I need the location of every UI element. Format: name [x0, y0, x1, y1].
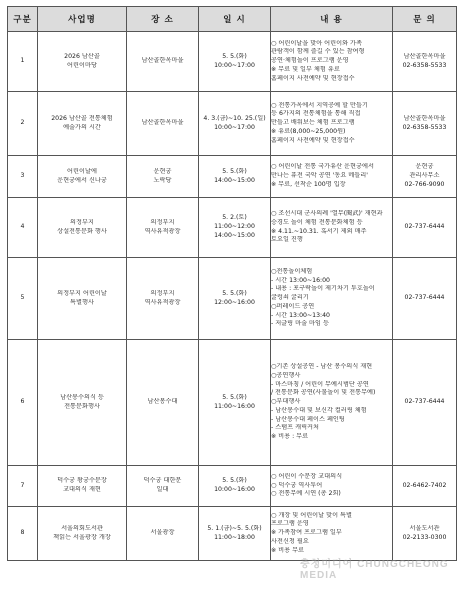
content-cell-line: - 시간 13:00~16:00	[271, 276, 330, 284]
content-cell	[271, 466, 393, 507]
content-cell-line: 승경도 놀이 체험 전통문화체험 등	[271, 218, 363, 226]
place-cell	[127, 258, 199, 340]
content-cell-line: - 스탬프 캐릭커처	[271, 424, 320, 432]
program-name	[38, 466, 127, 507]
contact-cell-line: 02-2133-0300	[402, 533, 447, 541]
table-row	[8, 340, 457, 466]
contact-cell	[393, 156, 457, 198]
contact-cell-line: 남산골한옥마을	[403, 114, 446, 122]
row-number: 2	[8, 92, 38, 156]
content-cell-line: - 남산봉수대 및 보신각 컬러링 체험	[271, 406, 367, 414]
content-cell-line: 관람객이 함께 즐길 수 있는 참여형	[271, 48, 365, 56]
datetime-cell	[199, 466, 271, 507]
place-cell-line: 역사유적광장	[144, 298, 181, 306]
content-cell-line: ○전통놀이체험	[271, 267, 313, 275]
header-contact: 문 의	[393, 7, 457, 32]
contact-cell	[393, 258, 457, 340]
contact-cell	[393, 340, 457, 466]
content-cell-line: ○부대행사	[271, 398, 301, 406]
datetime-cell-line: 5. 5.(화)	[222, 289, 247, 297]
content-cell-line: ○ 개장 및 어린이날 맞이 특별	[271, 511, 352, 519]
place-cell-line: 역사유적광장	[144, 227, 181, 235]
content-cell	[271, 340, 393, 466]
content-cell-line: ○ 어린이 수문장 교대의식	[271, 472, 343, 480]
place-cell-line: 운현궁	[153, 167, 172, 175]
row-number: 4	[8, 198, 38, 258]
content-cell	[271, 198, 393, 258]
datetime-cell-line: 5. 5.(화)	[222, 393, 247, 401]
event-schedule-table	[7, 6, 457, 561]
contact-cell-line: 관리사무소	[409, 172, 440, 180]
datetime-cell-line: 12:00~16:00	[214, 298, 255, 306]
program-name-line: 서울의회도서관	[61, 524, 103, 532]
datetime-cell	[199, 198, 271, 258]
contact-cell-line: 02-737-6444	[404, 294, 445, 302]
contact-cell	[393, 198, 457, 258]
program-name-line: 책읽는 서울광장 개장	[53, 533, 111, 541]
content-cell	[271, 32, 393, 92]
program-name-line: 의정부지	[70, 218, 94, 226]
datetime-cell-line: 10:00~17:00	[214, 123, 255, 131]
datetime-cell	[199, 92, 271, 156]
content-cell-line: ○ 어린이날을 맞아 어린이와 가족	[271, 39, 362, 47]
program-name-line: 2026 남산골 전통체험	[51, 114, 113, 122]
contact-cell-line: 02-6358-5533	[402, 61, 447, 69]
header-program: 사업명	[38, 7, 127, 32]
program-name-line: 2026 남산골	[64, 52, 100, 60]
program-name	[38, 156, 127, 198]
table-row	[8, 156, 457, 198]
header-datetime: 일 시	[199, 7, 271, 32]
place-cell	[127, 156, 199, 198]
place-cell-line: 노락당	[153, 176, 172, 184]
row-number: 5	[8, 258, 38, 340]
content-cell-line: ※ 비용 무료	[271, 546, 305, 554]
datetime-cell-line: 11:00~12:00	[214, 223, 255, 231]
content-cell	[271, 156, 393, 198]
content-cell-line: 등 6가지의 전통체험을 통해 직접	[271, 110, 361, 118]
datetime-cell-line: 14:00~15:00	[214, 176, 255, 184]
place-cell	[127, 466, 199, 507]
content-cell-line: - 내용 : 포구락놀이 제기차기 투호놀이	[271, 285, 375, 293]
datetime-cell	[199, 156, 271, 198]
datetime-cell-line: 14:00~15:00	[214, 231, 255, 239]
datetime-cell	[199, 507, 271, 561]
content-cell-line: 홈페이지 사전예약 및 현장접수	[271, 136, 355, 144]
header-category: 구분	[8, 7, 38, 32]
table-row	[8, 258, 457, 340]
program-name-line: 의정부지 어린이날	[57, 289, 107, 297]
content-cell-line: / 전통문화 공연(사물놀이 및 전통무예)	[271, 389, 376, 397]
contact-cell-line: 02-6462-7402	[402, 481, 447, 489]
table-row	[8, 32, 457, 92]
contact-cell	[393, 32, 457, 92]
content-cell-line: 프로그램 운영	[271, 520, 309, 528]
content-cell-line: 토요일 진행	[271, 236, 303, 244]
contact-cell-line: 02-737-6444	[404, 223, 445, 231]
row-number: 7	[8, 466, 38, 507]
content-cell	[271, 258, 393, 340]
content-cell-line: ※ 비용 : 무료	[271, 433, 309, 441]
content-cell-line: 굴렁쇠 굴리기	[271, 294, 309, 302]
table-row	[8, 466, 457, 507]
contact-cell-line: 02-6358-5533	[402, 123, 447, 131]
datetime-cell-line: 4. 3.(금)~10. 25.(일)	[203, 114, 266, 122]
program-name-line: 교대의식 재현	[63, 486, 101, 493]
header-row	[8, 7, 457, 32]
content-cell-line: ※ 4.11.~10.31. 혹서기 제외 매주	[271, 227, 367, 235]
content-cell-line: ※ 무료, 선착순 100명 입장	[271, 180, 346, 188]
program-name-line: 전통문화행사	[64, 402, 100, 410]
row-number: 3	[8, 156, 38, 198]
content-cell-line: 만들고 배워보는 체험 프로그램	[271, 119, 355, 127]
row-number: 6	[8, 340, 38, 466]
place-cell-line: 덕수궁 대한문	[143, 477, 182, 485]
datetime-cell-line: 5. 5.(화)	[222, 52, 247, 60]
datetime-cell	[199, 258, 271, 340]
datetime-cell-line: 11:00~16:00	[214, 402, 255, 410]
place-cell-line: 남산봉수대	[147, 398, 178, 406]
content-cell-line: ○ 어린이날 전통 국가유산 운현궁에서	[271, 163, 374, 171]
datetime-cell-line: 11:00~18:00	[214, 533, 255, 541]
content-cell-line: ○공연행사	[271, 371, 301, 379]
contact-cell-line: 02-766-9090	[404, 180, 445, 188]
table-row	[8, 198, 457, 258]
content-cell-line: ※ 무료 및 일부 체험 유료	[271, 65, 340, 73]
content-cell-line: ○ 조선시대 군사의례 '열무(閱武)' 재현과	[271, 209, 383, 217]
place-cell-line: 일대	[156, 486, 169, 493]
place-cell-line: 남산골한옥마을	[141, 119, 184, 127]
content-cell-line: - 저글링 마술 마임 등	[271, 320, 329, 328]
content-cell-line: 만나는 퓨전 국악 공연 '동요 메들리'	[271, 172, 368, 180]
datetime-cell	[199, 32, 271, 92]
place-cell-line: 서울광장	[150, 529, 175, 537]
place-cell	[127, 507, 199, 561]
datetime-cell-line: 5. 5.(화)	[222, 477, 247, 485]
contact-cell-line: 운현궁	[415, 163, 434, 171]
datetime-cell-line: 10:00~17:00	[214, 61, 255, 69]
place-cell	[127, 198, 199, 258]
datetime-cell-line: 5. 2.(토)	[222, 214, 247, 222]
program-name	[38, 258, 127, 340]
row-number: 8	[8, 507, 38, 561]
program-name-line: 특별행사	[70, 298, 94, 306]
place-cell	[127, 340, 199, 466]
content-cell-line: - 남산봉수대 페이스 페인팅	[271, 415, 345, 423]
content-cell-line: ○ 전통무예 시연 (총 2회)	[271, 490, 341, 498]
datetime-cell-line: 5. 1.(금)~5. 5.(화)	[207, 524, 262, 532]
content-cell-line: ※ 유료(8,000~25,000원)	[271, 127, 346, 135]
program-name	[38, 92, 127, 156]
program-name	[38, 507, 127, 561]
program-name-line: 상설전통문화 행사	[57, 227, 107, 235]
header-place: 장 소	[127, 7, 199, 32]
place-cell-line: 남산골한옥마을	[141, 57, 184, 65]
program-name-line: 어린이마당	[67, 61, 97, 69]
content-cell	[271, 507, 393, 561]
datetime-cell-line: 10:00~16:00	[214, 486, 255, 493]
contact-cell-line: 02-737-6444	[404, 398, 445, 406]
program-name-line: 덕수궁 왕궁수문장	[57, 477, 107, 485]
contact-cell-line: 서울도서관	[409, 524, 440, 532]
program-name-line: 운현궁에서 신나궁	[57, 176, 107, 184]
content-cell-line: 공연·체험놀이 프로그램 운영	[271, 57, 349, 65]
place-cell	[127, 32, 199, 92]
contact-cell	[393, 466, 457, 507]
content-cell-line: ○ 덕수궁 역사투어	[271, 481, 323, 489]
contact-cell	[393, 92, 457, 156]
content-cell-line: - 시간 13:00~13:40	[271, 311, 330, 319]
program-name	[38, 32, 127, 92]
content-cell-line: 사전신청 필요	[271, 537, 309, 545]
content-cell-line: ○기존 상설공연 - 남산 봉수의식 재현	[271, 362, 373, 370]
program-name-line: 예술가의 시간	[63, 123, 101, 131]
content-cell-line: - 마스마칭 / 어린이 무예시범단 공연	[271, 380, 369, 388]
place-cell-line: 의정부지	[150, 218, 175, 226]
program-name-line: 남산봉수의식 등	[60, 393, 104, 401]
program-name-line: 어린이날에	[67, 167, 97, 175]
contact-cell-line: 남산골한옥마을	[403, 52, 446, 60]
row-number: 1	[8, 32, 38, 92]
content-cell	[271, 92, 393, 156]
program-name	[38, 198, 127, 258]
watermark: 충청미디어 CHUNGCHEONG MEDIA	[300, 559, 449, 581]
content-cell-line: ○ 전통가옥에서 지역공예 할 만들기	[271, 101, 368, 109]
datetime-cell-line: 5. 5.(화)	[222, 167, 247, 175]
content-cell-line: ※ 가족참여 프로그램 일부	[271, 529, 342, 537]
program-name	[38, 340, 127, 466]
content-cell-line: ○퍼레이드 공연	[271, 302, 315, 310]
header-content: 내 용	[271, 7, 393, 32]
contact-cell	[393, 507, 457, 561]
content-cell-line: 홈페이지 사전예약 및 현장접수	[271, 74, 355, 82]
datetime-cell	[199, 340, 271, 466]
place-cell	[127, 92, 199, 156]
table-row	[8, 92, 457, 156]
place-cell-line: 의정부지	[150, 289, 175, 297]
table-row	[8, 507, 457, 561]
